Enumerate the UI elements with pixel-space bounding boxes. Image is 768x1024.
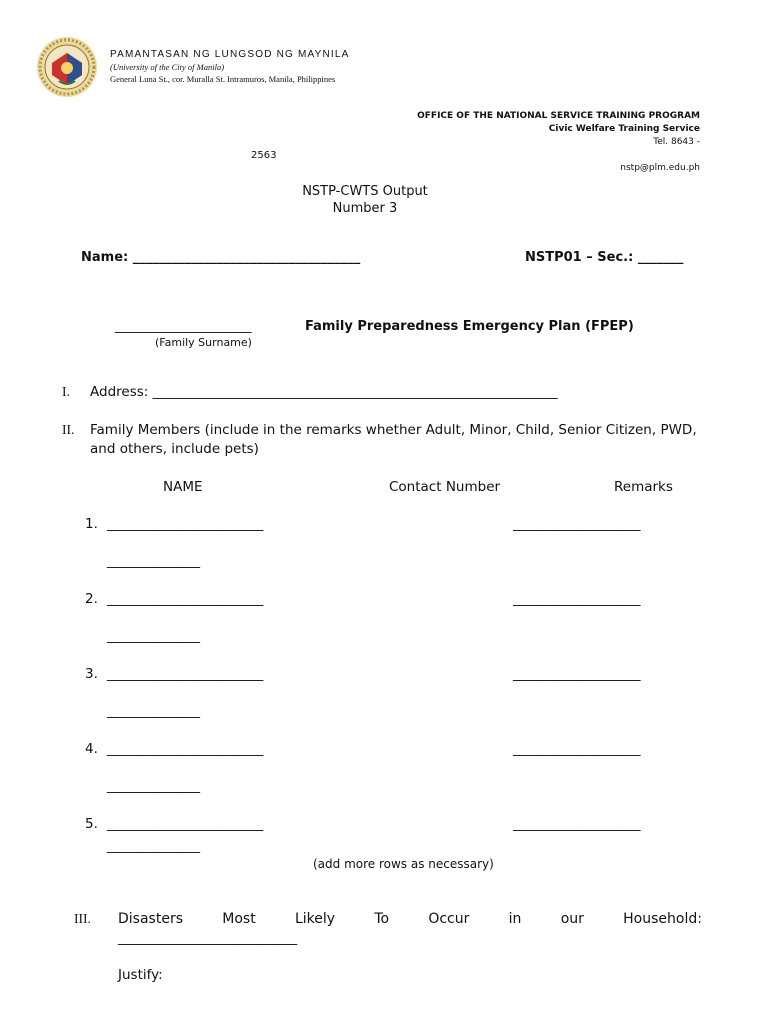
row-name-blank: ___________________________ — [107, 591, 263, 607]
title-line-1: NSTP-CWTS Output — [302, 184, 428, 199]
column-header-contact: Contact Number — [389, 479, 501, 495]
section-ii-text-1: Family Members (include in the remarks whether Adult, Minor, Child, Senior Citizen, PWD, — [90, 422, 697, 438]
iii-word: Occur — [428, 911, 470, 927]
family-surname-blank: _____________________ — [115, 319, 252, 334]
office-tel: Tel. 8643 - — [653, 137, 700, 147]
section-iii-number: III. — [74, 911, 91, 926]
section-field: NSTP01 – Sec.: _______ — [525, 250, 684, 265]
justify-label: Justify: — [118, 967, 163, 983]
address-field: Address: ____________________________________________________________ — [90, 384, 558, 400]
iii-word: Likely — [294, 911, 336, 927]
column-header-remarks: Remarks — [614, 479, 673, 495]
row-continuation-blank: ________________ — [107, 703, 199, 719]
office-service: Civic Welfare Training Service — [548, 124, 700, 134]
iii-word: Household: — [623, 911, 702, 927]
row-remarks-blank: ______________________ — [513, 741, 640, 757]
column-header-name: NAME — [163, 479, 203, 495]
iii-word: our — [560, 911, 584, 927]
section-ii-text-2: and others, include pets) — [90, 441, 259, 457]
iii-word: To — [374, 911, 390, 927]
row-number: 1. — [85, 516, 98, 532]
document-title — [0, 183, 730, 217]
office-email: nstp@plm.edu.ph — [620, 163, 700, 173]
university-name: PAMANTASAN NG LUNGSOD NG MAYNILA — [110, 49, 350, 60]
name-field: Name: ___________________________________ — [81, 250, 361, 265]
disasters-blank: _______________________________ — [118, 930, 297, 946]
row-number: 3. — [85, 666, 98, 682]
section-ii-number: II. — [62, 422, 75, 437]
row-number: 2. — [85, 591, 98, 607]
section-iii-heading — [118, 911, 702, 927]
office-tel-continued: 2563 — [251, 150, 277, 161]
university-english-name: (University of the City of Manila) — [110, 62, 225, 72]
university-seal-logo — [35, 35, 99, 99]
title-line-2: Number 3 — [332, 201, 398, 216]
iii-word: Most — [222, 911, 256, 927]
iii-word: Disasters — [118, 911, 183, 927]
row-number: 4. — [85, 741, 98, 757]
row-remarks-blank: ______________________ — [513, 591, 640, 607]
row-name-blank: ___________________________ — [107, 516, 263, 532]
row-name-blank: ___________________________ — [107, 741, 263, 757]
row-remarks-blank: ______________________ — [513, 516, 640, 532]
add-more-rows-note: (add more rows as necessary) — [313, 857, 494, 871]
section-i-number: I. — [62, 384, 70, 399]
fpep-heading: Family Preparedness Emergency Plan (FPEP) — [305, 319, 634, 334]
office-name: OFFICE OF THE NATIONAL SERVICE TRAINING PROGRAM — [417, 111, 700, 121]
row-continuation-blank: ________________ — [107, 628, 199, 644]
office-block — [417, 110, 700, 149]
row-number: 5. — [85, 816, 98, 832]
row-remarks-blank: ______________________ — [513, 816, 640, 832]
row-continuation-blank: ________________ — [107, 778, 199, 794]
family-surname-caption: (Family Surname) — [155, 336, 252, 349]
row-remarks-blank: ______________________ — [513, 666, 640, 682]
row-name-blank: ___________________________ — [107, 666, 263, 682]
iii-word: in — [508, 911, 522, 927]
row-continuation-blank: ________________ — [107, 553, 199, 569]
university-address: General Luna St., cor. Muralla St. Intramuros, Manila, Philippines — [110, 74, 336, 84]
row-name-blank: ___________________________ — [107, 816, 263, 832]
row-continuation-blank: ________________ — [107, 838, 199, 854]
